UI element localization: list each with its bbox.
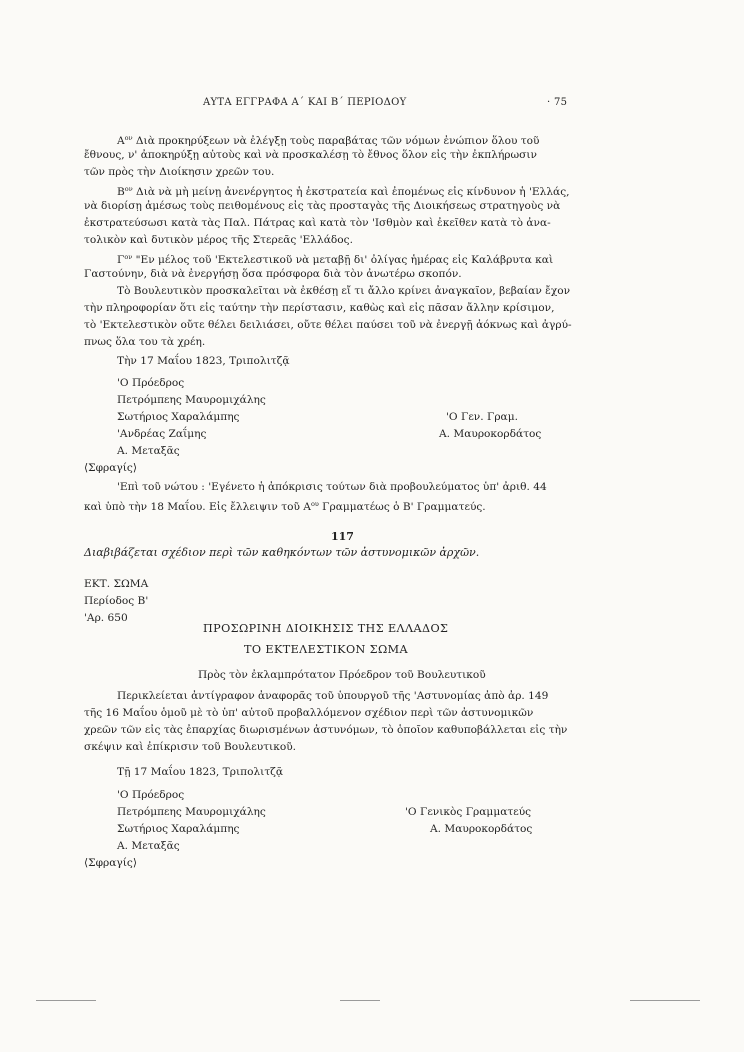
doc2-sign-right-1: 'Ο Γενικὸς Γραμματεύς — [405, 806, 532, 818]
para-b-mark: Β — [117, 186, 125, 198]
doc2-body-line-4: σκέψιν καὶ ἐπίκρισιν τοῦ Βουλευτικοῦ. — [84, 741, 297, 753]
doc1-sign-right-2: Α. Μαυροκορδάτος — [439, 428, 542, 440]
doc2-date: Τῇ 17 Μαΐου 1823, Τριπολιτζᾷ — [117, 766, 284, 778]
para-a-text: Διὰ προκηρύξεων νὰ ἐλέγξῃ τοὺς παραβάτας τῶν νόμων ἐνώπιον ὅλου τοῦ — [132, 135, 540, 147]
doc1-note-line-1: 'Επὶ τοῦ νώτου : 'Εγένετο ἡ ἀπόκρισις τούτων διὰ προβουλεύματος ὑπ' ἀριθ. 44 — [117, 481, 547, 493]
doc1-sign-right-1: 'Ο Γεν. Γραμ. — [446, 411, 518, 423]
para-a-line-3: τῶν πρὸς τὴν Διοίκησιν χρεῶν του. — [84, 166, 275, 178]
meta-period: Περίοδος Β' — [84, 595, 149, 607]
para-c-line-1: Τὸ Βουλευτικὸν προσκαλεῖται νὰ ἐκθέσῃ εἴ τι ἄλλο κρίνει ἀναγκαῖον, βεβαίαν ἔχον — [117, 285, 571, 297]
doc2-sign-left-2: Πετρόμπεης Μαυρομιχάλης — [117, 806, 266, 818]
para-a-mark: Α — [117, 135, 125, 147]
para-a-line-2: ἔθνους, ν' ἀποκηρύξῃ αὐτοὺς καὶ νὰ προσκαλέσῃ τὸ ἔθνος ὅλον εἰς τὴν ἐκπλήρωσιν — [84, 149, 537, 161]
doc2-sign-left-3: Σωτήριος Χαραλάμπης — [117, 823, 240, 835]
para-c-line-4: πνως ὅλα του τὰ χρέη. — [84, 336, 206, 348]
para-b-line-4: τολικὸν καὶ δυτικὸν μέρος τῆς Στερεᾶς 'Ελλάδος. — [84, 234, 353, 246]
note-text-b: Γραμματέως ὁ Β' Γραμματεύς. — [318, 501, 486, 513]
document-subject: Διαβιβάζεται σχέδιον περὶ τῶν καθηκόντων τῶν ἀστυνομικῶν ἀρχῶν. — [84, 546, 480, 559]
doc2-body-line-2: τῆς 16 Μαΐου ὁμοῦ μὲ τὸ ὑπ' αὐτοῦ προβαλλόμενον σχέδιον περὶ τῶν ἀστυνομικῶν — [84, 707, 534, 719]
para-b-line-1 — [117, 182, 570, 199]
para-g-sup: ον — [124, 253, 133, 261]
note-text-a: καὶ ὑπὸ τὴν 18 Μαΐου. Εἰς ἔλλειψιν τοῦ Α — [84, 501, 311, 513]
doc1-sign-left-5: Α. Μεταξᾶς — [117, 445, 180, 457]
para-b-text: Διὰ νὰ μὴ μείνῃ ἀνενέργητος ἡ ἐκστρατεία καὶ ἐπομένως εἰς κίνδυνον ἡ 'Ελλάς, — [132, 186, 570, 198]
para-b-line-2: νὰ διορίσῃ ἀμέσως τοὺς πειθομένους εἰς τὰς προσταγὰς τῆς Διοικήσεως στρατηγοὺς νὰ — [84, 200, 561, 212]
para-c-line-2: τὴν πληροφορίαν ὅτι εἰς ταύτην τὴν περίστασιν, καθὼς καὶ εἰς πᾶσαν ἄλλην κρίσιμον, — [84, 302, 555, 314]
para-g-line-1 — [117, 250, 553, 267]
doc1-date: Τὴν 17 Μαΐου 1823, Τριπολιτζᾷ — [117, 355, 290, 367]
doc2-body-line-1: Περικλείεται ἀντίγραφον ἀναφορᾶς τοῦ ὑπουργοῦ τῆς 'Αστυνομίας ἀπὸ ἀρ. 149 — [117, 690, 549, 702]
doc1-seal: ⟨Σφραγίς⟩ — [84, 462, 137, 474]
page-number-value: 75 — [553, 97, 568, 108]
doc2-sign-left-1: 'Ο Πρόεδρος — [117, 789, 185, 801]
scan-divider-center — [340, 1000, 380, 1001]
scan-divider-right — [630, 1000, 700, 1001]
doc2-sign-right-2: Α. Μαυροκορδάτος — [430, 823, 533, 835]
para-g-text: "Εν μέλος τοῦ 'Εκτελεστικοῦ νὰ μεταβῇ δι' ὀλίγας ἡμέρας εἰς Καλάβρυτα καὶ — [132, 254, 554, 266]
para-a-line-1 — [117, 131, 539, 148]
doc2-seal: ⟨Σφραγίς⟩ — [84, 857, 137, 869]
page-number: · 75 — [547, 97, 568, 108]
para-b-sup: ον — [124, 185, 133, 193]
doc1-sign-left-1: 'Ο Πρόεδρος — [117, 377, 185, 389]
para-g-mark: Γ — [117, 254, 125, 266]
doc2-sign-left-4: Α. Μεταξᾶς — [117, 840, 180, 852]
doc1-note-line-2 — [84, 497, 486, 514]
para-b-line-3: ἐκστρατεύσωσι κατὰ τὰς Παλ. Πάτρας καὶ κατὰ τὸν 'Ισθμὸν καὶ ἐκεῖθεν κατὰ τὸ ἀνα- — [84, 217, 551, 229]
heading-government: ΠΡΟΣΩΡΙΝΗ ΔΙΟΙΚΗΣΙΣ ΤΗΣ ΕΛΛΑΔΟΣ — [203, 622, 449, 635]
note-sup: ου — [310, 500, 319, 508]
heading-executive: ΤΟ ΕΚΤΕΛΕΣΤΙΚΟΝ ΣΩΜΑ — [244, 643, 408, 656]
para-a-sup: ον — [124, 134, 133, 142]
doc1-sign-left-4: 'Ανδρέας Ζαΐμης — [117, 428, 207, 440]
meta-ref-number: 'Αρ. 650 — [84, 612, 128, 624]
doc2-body-line-3: χρεῶν τῶν εἰς τὰς ἐπαρχίας διωρισμένων ἀστυνόμων, τὸ ὁποῖον καθυποβάλλεται εἰς τὴν — [84, 724, 568, 736]
scan-divider-left — [36, 1000, 96, 1001]
meta-body: ΕΚΤ. ΣΩΜΑ — [84, 578, 149, 590]
para-c-line-3: τὸ 'Εκτελεστικὸν οὔτε θέλει δειλιάσει, οὔτε θέλει παύσει τοῦ νὰ ἐνεργῇ ἀόκνως καὶ ἀγρύ- — [84, 319, 572, 331]
document-number: 117 — [331, 530, 354, 543]
addressee: Πρὸς τὸν ἐκλαμπρότατον Πρόεδρον τοῦ Βουλευτικοῦ — [198, 669, 486, 681]
doc1-sign-left-2: Πετρόμπεης Μαυρομιχάλης — [117, 394, 266, 406]
running-title: ΑΥΤΑ ΕΓΓΡΑΦΑ Α΄ ΚΑΙ Β΄ ΠΕΡΙΟΔΟΥ — [203, 97, 407, 108]
para-g-line-2: Γαστούνην, διὰ νὰ ἐνεργήσῃ ὅσα πρόσφορα διὰ τὸν ἀνωτέρω σκοπόν. — [84, 268, 462, 280]
doc1-sign-left-3: Σωτήριος Χαραλάμπης — [117, 411, 240, 423]
